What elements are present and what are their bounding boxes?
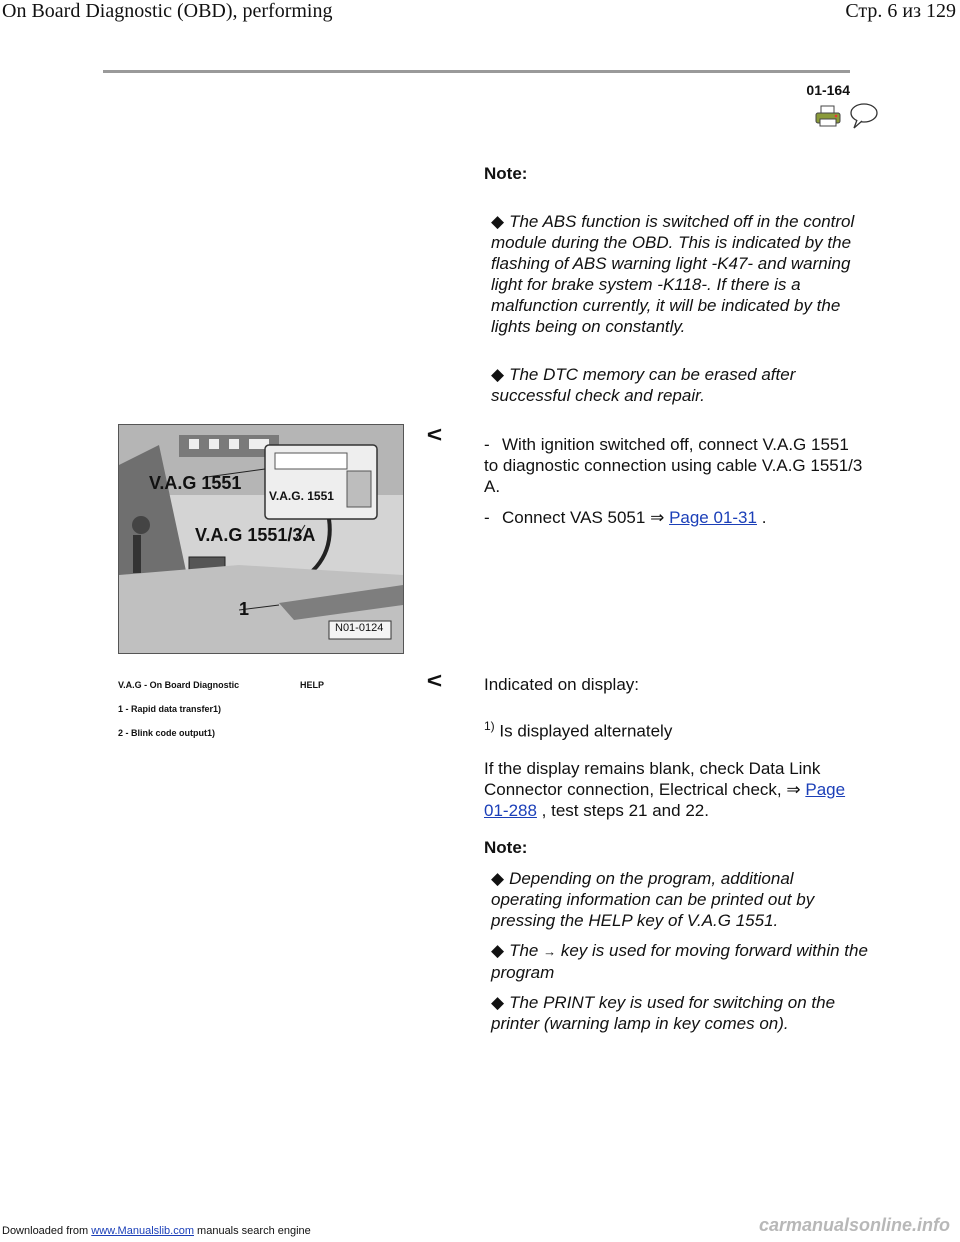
arrow-icon: ⇒ — [650, 508, 665, 527]
header-divider — [103, 70, 850, 73]
document-title: On Board Diagnostic (OBD), performing — [2, 0, 333, 22]
footer-source: Downloaded from www.Manualslib.com manuals search engine — [2, 1225, 311, 1237]
note-bullet-help: ◆ Depending on the program, additional operating information can be printed out by pressing the HELP key of V.A.G 1551. — [491, 869, 815, 930]
note-bullet-dtc: ◆ The DTC memory can be erased after successful check and repair. — [491, 365, 796, 405]
figure-code: N01-0124 — [335, 622, 384, 634]
step-connect-vas: - Connect VAS 5051 ⇒ Page 01-31 . — [484, 508, 767, 527]
page-link-01-288[interactable]: Page 01-288 — [484, 780, 846, 820]
footnote: $^{1)}$ Is displayed alternately — [484, 719, 673, 741]
blank-display-instructions: If the display remains blank, check Data Link Connector connection, Electrical check, ⇒ Page 01-288 , test steps 21 and 22. — [484, 759, 846, 820]
note-bullet-print-key: ◆ The PRINT key is used for switching on the printer (warning lamp in key comes on). — [491, 993, 836, 1033]
figure-label-device: V.A.G. 1551 — [269, 489, 334, 503]
step-connect-vag: - With ignition switched off, connect V.A.G 1551 to diagnostic connection using cable V.A.G 1551/3 A. — [484, 435, 863, 496]
right-arrow-icon: → — [543, 944, 557, 959]
figure-pointer-icon: < — [426, 422, 443, 447]
diamond-icon: ◆ — [491, 941, 505, 960]
figure-label-cable: V.A.G 1551/3A — [195, 525, 316, 545]
watermark: carmanualsonline.info — [758, 1215, 950, 1235]
display-line-3: 2 - Blink code output1) — [118, 728, 216, 738]
display-line-1: V.A.G - On Board Diagnostic — [118, 680, 240, 690]
display-pointer-icon: < — [426, 668, 443, 693]
diamond-icon: ◆ — [491, 993, 505, 1012]
page-link-01-31[interactable]: Page 01-31 — [669, 508, 757, 527]
note-heading: Note: — [484, 164, 528, 183]
note-bullet-abs: ◆ The ABS function is switched off in the control module during the OBD. This is indicated by the flashing of ABS warning light -K47- and warning light for brake system -K118-. If there is a malfunction currently, it will be indicated by the lights being on constantly. — [491, 212, 855, 336]
diagnostic-connection-figure — [118, 424, 404, 654]
manualslib-link[interactable]: www.Manualslib.com — [91, 1225, 194, 1237]
diamond-icon: ◆ — [491, 365, 505, 384]
print-icon[interactable] — [815, 104, 841, 128]
note-heading-2: Note: — [484, 838, 528, 857]
page-id: 01-164 — [806, 82, 850, 98]
note-bullet-arrow-key: ◆ The → key is used for moving forward within the program — [491, 941, 868, 982]
display-help: HELP — [300, 680, 325, 690]
figure-label-1: 1 — [239, 599, 250, 619]
comment-icon[interactable] — [848, 102, 880, 130]
diamond-icon: ◆ — [491, 869, 505, 888]
figure-label-vag1551: V.A.G 1551 — [149, 473, 242, 493]
diamond-icon: ◆ — [491, 212, 505, 231]
indicated-on-display: Indicated on display: — [484, 675, 639, 694]
page-counter: Стр. 6 из 129 — [845, 0, 956, 22]
arrow-icon: ⇒ — [786, 780, 801, 799]
display-line-2: 1 - Rapid data transfer1) — [118, 704, 222, 714]
